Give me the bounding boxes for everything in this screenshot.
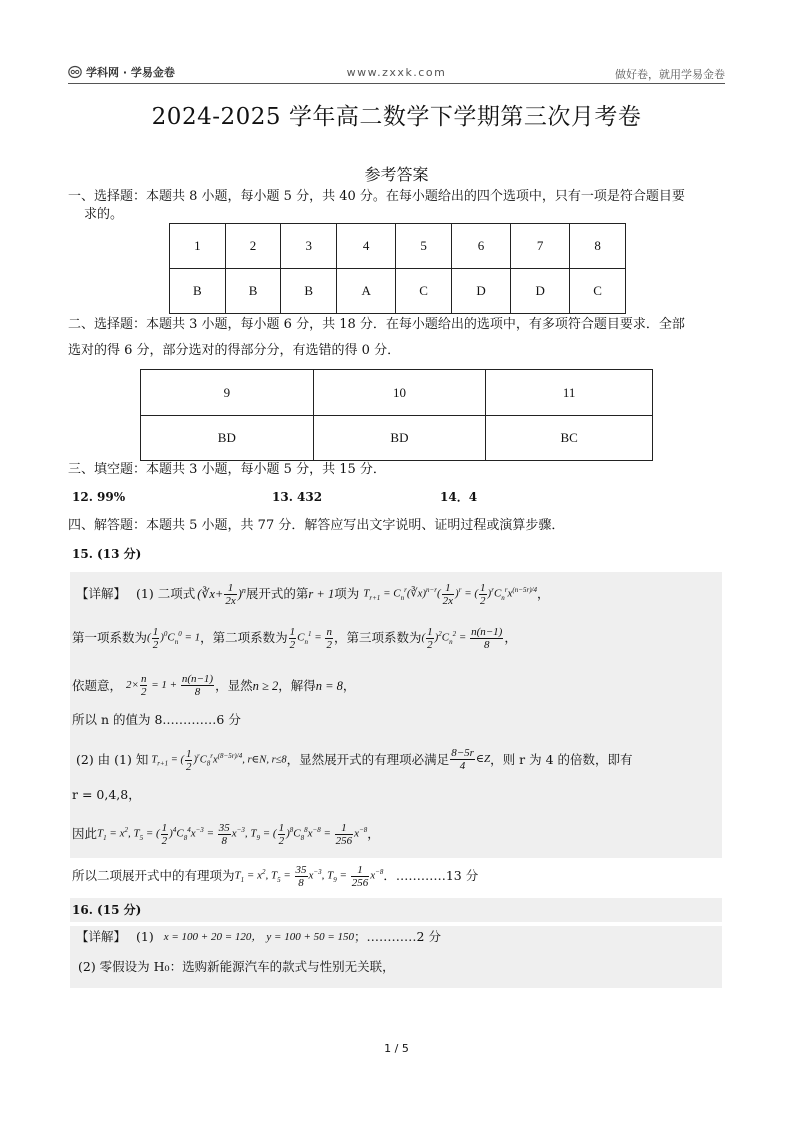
answer-row	[141, 416, 653, 461]
question-number: 6	[451, 224, 510, 269]
q15-line-3: 依题意， 2× $\frac{n}{2}$ = 1 + $\frac{n(n-1)}{8}$ ，显然 n ≥ 2 ，解得 n = 8 ，	[72, 673, 356, 698]
question-number: 8	[570, 224, 626, 269]
q15-line-8: 所以二项展开式中的有理项为 $T_1 = x^2$, $T_5$ = $\frac{35}{8}$ $x^{-3}$, $T_9$ = $\frac{1}{256}$ $x^{-8}$ ．…………13 分	[72, 863, 479, 889]
q16-line-1: 【详解】 (1) x = 100 + 20 = 120， y = 100 + 50 = 150 ；…………2 分	[76, 927, 441, 947]
detail-tag: 【详解】	[76, 585, 127, 601]
choice-answer-table	[169, 223, 626, 314]
q15-heading: 15. (13 分)	[72, 547, 142, 561]
q16-line-2: (2) 零假设为 H₀：选购新能源汽车的款式与性别无关联，	[78, 959, 395, 974]
section2-intro-2: 选对的得 6 分，部分选对的得部分分，有选错的得 0 分．	[68, 343, 401, 358]
multi-answer-table	[140, 369, 653, 461]
site-url[interactable]: www.zxxk.com	[346, 66, 447, 79]
question-number: 4	[337, 224, 396, 269]
answer-14: 14．4	[440, 490, 478, 504]
answer-cell: B	[281, 269, 337, 314]
q15-line-5: (2) 由 (1) 知 $T_{r+1}$ = ( $\frac{1}{2}$ )$^rC_8^rx^{(8-5r)/4}$, r∈N, r≤8 ，显然展开式的有理项必满足 $\frac{8-5r}{4}$ ∈Z ，则 r 为 4 的倍数，即有	[76, 747, 633, 773]
section3-intro: 三、填空题：本题共 3 小题，每小题 5 分，共 15 分．	[68, 462, 386, 477]
q15-line-1: 【详解】 (1) 二项式 (∛x+ $\frac{1}{2x}$ )$^n$ 展开式的第 r + 1 项为 $T_{r+1}$ = $C_n^r(∛x)^{n-r}$( $\frac{1}{2x}$ )$^r$ = ( $\frac{1}{2}$ )$^rC_n^rx^{(n-5r)/4}$ ，	[76, 581, 550, 608]
header-divider	[68, 83, 725, 84]
question-number: 10	[313, 370, 486, 416]
answer-cell: BD	[313, 416, 486, 461]
answer-cell: BD	[141, 416, 314, 461]
section4-intro: 四、解答题：本题共 5 小题，共 77 分．解答应写出文字说明、证明过程或演算步骤．	[68, 518, 565, 533]
question-number: 5	[396, 224, 452, 269]
detail-tag: 【详解】	[76, 929, 127, 944]
page-header	[68, 60, 725, 82]
question-number-row	[170, 224, 626, 269]
page-title: 2024-2025 学年高二数学下学期第三次月考卷	[151, 104, 642, 130]
answer-cell: B	[170, 269, 226, 314]
section1-intro-2: 求的。	[84, 207, 124, 222]
question-number: 3	[281, 224, 337, 269]
q16-heading: 16. (15 分)	[72, 903, 142, 917]
answer-row	[170, 269, 626, 314]
answer-cell: C	[396, 269, 452, 314]
q15-line-4: 所以 n 的值为 8.…………6 分	[72, 712, 241, 727]
answer-cell: B	[225, 269, 281, 314]
question-number: 1	[170, 224, 226, 269]
question-number: 7	[511, 224, 570, 269]
answer-cell: D	[511, 269, 570, 314]
section1-intro-1: 一、选择题：本题共 8 小题，每小题 5 分，共 40 分。在每小题给出的四个选项中，只有一项是符合题目要	[68, 189, 685, 204]
q16-heading-bg	[70, 898, 722, 922]
question-number: 11	[486, 370, 653, 416]
answer-cell: A	[337, 269, 396, 314]
answer-13: 13. 432	[272, 490, 323, 504]
q15-line-2: 第一项系数为 ( $\frac{1}{2}$ )$^0C_n^0 = 1$ ，第二项系数为 $\frac{1}{2}$ $C_n^1$ = $\frac{n}{2}$ ，第三项系数为 ( $\frac{1}{2}$ )$^2C_n^2$ = $\frac{n(n-1)}{8}$ ，	[72, 625, 517, 651]
page-number: 1 / 5	[384, 1042, 409, 1055]
slogan: 做好卷，就用学易金卷	[615, 68, 725, 81]
question-number: 2	[225, 224, 281, 269]
section2-intro-1: 二、选择题：本题共 3 小题，每小题 6 分，共 18 分．在每小题给出的选项中，有多项符合题目要求．全部	[68, 317, 685, 332]
question-number-row	[141, 370, 653, 416]
question-number: 9	[141, 370, 314, 416]
answer-cell: D	[451, 269, 510, 314]
q15-line-7: 因此 $T_1 = x^2$, $T_5$ = ( $\frac{1}{2}$ )$^4C_8^4x^{-3}$ = $\frac{35}{8}$ $x^{-3}$, $T_9$ = ( $\frac{1}{2}$ )$^8C_8^8x^{-8}$ = $\frac{1}{256}$ $x^{-8}$ ，	[72, 821, 380, 847]
answer-cell: C	[570, 269, 626, 314]
brand-text: 学科网 · 学易金卷	[86, 66, 175, 79]
q15-line-6: r = 0,4,8，	[72, 787, 141, 802]
answer-12: 12. 99%	[72, 490, 126, 504]
answer-cell: BC	[486, 416, 653, 461]
page-subtitle: 参考答案	[364, 165, 429, 184]
